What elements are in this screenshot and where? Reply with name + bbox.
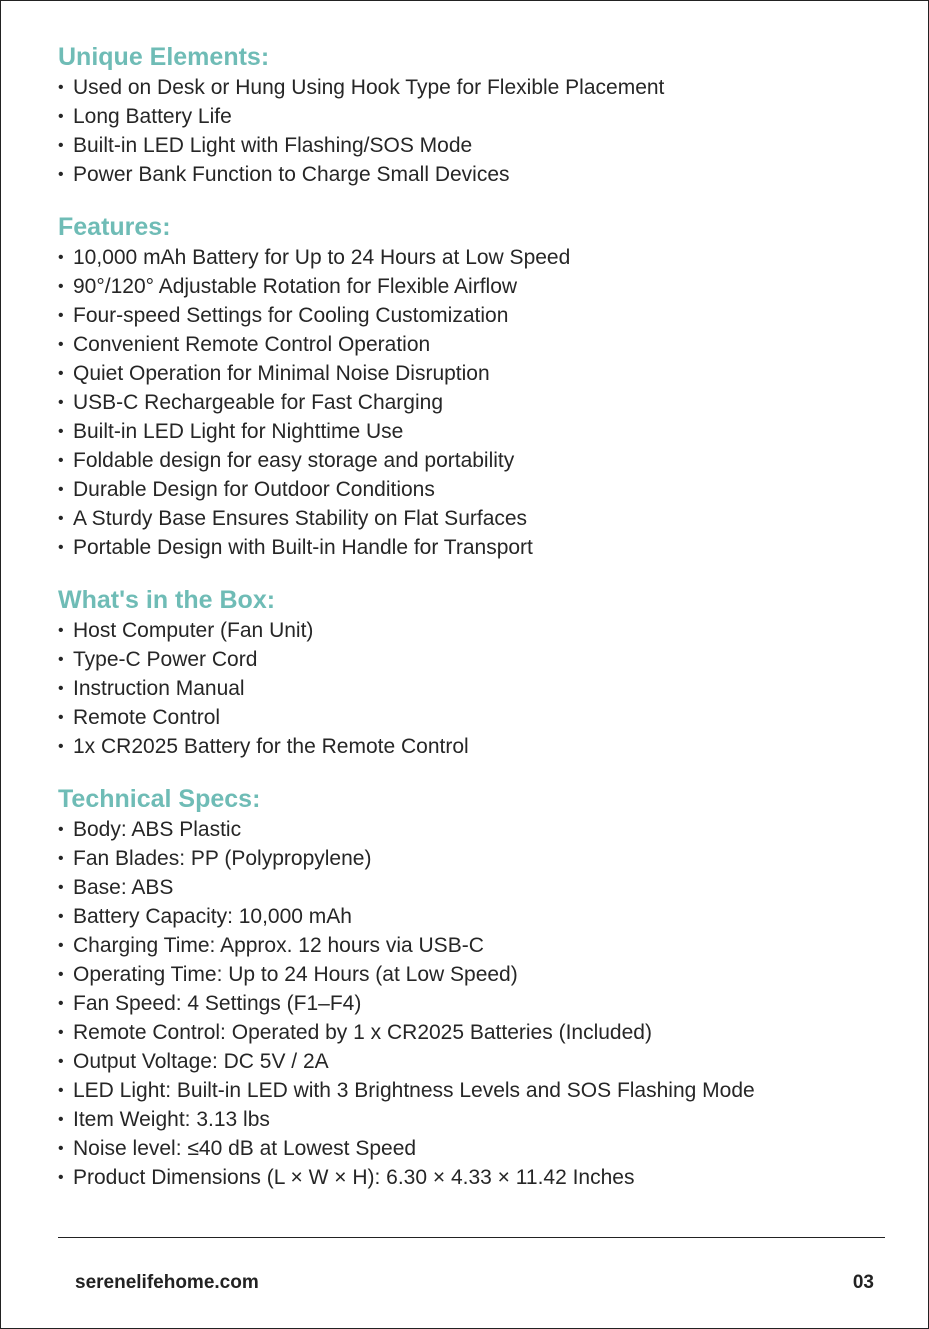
bullet-icon: • bbox=[58, 510, 64, 527]
section bbox=[58, 211, 898, 562]
section bbox=[58, 584, 898, 761]
list-item-text: Durable Design for Outdoor Conditions bbox=[73, 478, 435, 501]
list-item bbox=[58, 732, 898, 761]
page-content bbox=[58, 41, 898, 1214]
bullet-icon: • bbox=[58, 1140, 64, 1157]
list-item-text: Built-in LED Light for Nighttime Use bbox=[73, 420, 404, 443]
bullet-icon: • bbox=[58, 995, 64, 1012]
list-item bbox=[58, 1076, 898, 1105]
list-item-text: Item Weight: 3.13 lbs bbox=[73, 1108, 270, 1131]
list-item-text: Body: ABS Plastic bbox=[73, 818, 242, 841]
bullet-icon: • bbox=[58, 622, 64, 639]
section bbox=[58, 41, 898, 189]
list-item-text: Operating Time: Up to 24 Hours (at Low Speed) bbox=[73, 963, 518, 986]
list-item bbox=[58, 533, 898, 562]
list-item-text: USB-C Rechargeable for Fast Charging bbox=[73, 391, 444, 414]
list-item bbox=[58, 446, 898, 475]
list-item bbox=[58, 616, 898, 645]
section-heading: What's in the Box: bbox=[58, 586, 276, 614]
list-item-text: Fan Speed: 4 Settings (F1–F4) bbox=[73, 992, 362, 1015]
list-item-text: 1x CR2025 Battery for the Remote Control bbox=[73, 735, 469, 758]
bullet-icon: • bbox=[58, 249, 64, 266]
bullet-icon: • bbox=[58, 879, 64, 896]
list-item bbox=[58, 272, 898, 301]
list-item bbox=[58, 504, 898, 533]
section-heading: Unique Elements: bbox=[58, 43, 270, 71]
list-item bbox=[58, 873, 898, 902]
bullet-icon: • bbox=[58, 738, 64, 755]
list-item bbox=[58, 1105, 898, 1134]
list-item bbox=[58, 73, 898, 102]
bullet-icon: • bbox=[58, 966, 64, 983]
list-item-text: Four-speed Settings for Cooling Customization bbox=[73, 304, 509, 327]
list-item bbox=[58, 359, 898, 388]
section bbox=[58, 783, 898, 1192]
list-item-text: Output Voltage: DC 5V / 2A bbox=[73, 1050, 329, 1073]
bullet-icon: • bbox=[58, 1024, 64, 1041]
footer-divider bbox=[58, 1237, 885, 1238]
bullet-icon: • bbox=[58, 1053, 64, 1070]
list-item bbox=[58, 417, 898, 446]
bullet-icon: • bbox=[58, 539, 64, 556]
list-item bbox=[58, 131, 898, 160]
list-item bbox=[58, 674, 898, 703]
bullet-icon: • bbox=[58, 423, 64, 440]
list-item-text: Convenient Remote Control Operation bbox=[73, 333, 431, 356]
list-item-text: Noise level: ≤40 dB at Lowest Speed bbox=[73, 1137, 417, 1160]
list-item-text: Quiet Operation for Minimal Noise Disruption bbox=[73, 362, 490, 385]
section-heading: Technical Specs: bbox=[58, 785, 261, 813]
list-item bbox=[58, 102, 898, 131]
list-item-text: Built-in LED Light with Flashing/SOS Mode bbox=[73, 134, 473, 157]
list-item-text: Used on Desk or Hung Using Hook Type for Flexible Placement bbox=[73, 76, 665, 99]
bullet-icon: • bbox=[58, 336, 64, 353]
list-item bbox=[58, 475, 898, 504]
list-item-text: LED Light: Built-in LED with 3 Brightness Levels and SOS Flashing Mode bbox=[73, 1079, 755, 1102]
bullet-icon: • bbox=[58, 278, 64, 295]
bullet-icon: • bbox=[58, 452, 64, 469]
bullet-icon: • bbox=[58, 908, 64, 925]
list-item bbox=[58, 1018, 898, 1047]
list-item bbox=[58, 902, 898, 931]
list-item-text: Host Computer (Fan Unit) bbox=[73, 619, 314, 642]
list-item bbox=[58, 703, 898, 732]
bullet-icon: • bbox=[58, 365, 64, 382]
bullet-icon: • bbox=[58, 850, 64, 867]
list-item-text: Long Battery Life bbox=[73, 105, 232, 128]
bullet-icon: • bbox=[58, 394, 64, 411]
list-item-text: Product Dimensions (L × W × H): 6.30 × 4.33 × 11.42 Inches bbox=[73, 1166, 635, 1189]
list-item-text: Battery Capacity: 10,000 mAh bbox=[73, 905, 352, 928]
list-item bbox=[58, 1134, 898, 1163]
list-item-text: Instruction Manual bbox=[73, 677, 245, 700]
page-number: 03 bbox=[852, 1272, 874, 1293]
bullet-icon: • bbox=[58, 137, 64, 154]
list-item bbox=[58, 388, 898, 417]
bullet-icon: • bbox=[58, 1111, 64, 1128]
section-heading: Features: bbox=[58, 213, 171, 241]
bullet-icon: • bbox=[58, 651, 64, 668]
list-item-text: Remote Control: Operated by 1 x CR2025 Batteries (Included) bbox=[73, 1021, 652, 1044]
list-item-text: Base: ABS bbox=[73, 876, 174, 899]
list-item bbox=[58, 1163, 898, 1192]
list-item-text: Foldable design for easy storage and portability bbox=[73, 449, 515, 472]
list-item-text: A Sturdy Base Ensures Stability on Flat Surfaces bbox=[73, 507, 528, 530]
list-item bbox=[58, 301, 898, 330]
list-item bbox=[58, 989, 898, 1018]
list-item-text: Type-C Power Cord bbox=[73, 648, 258, 671]
list-item bbox=[58, 844, 898, 873]
list-item bbox=[58, 815, 898, 844]
bullet-icon: • bbox=[58, 937, 64, 954]
bullet-icon: • bbox=[58, 166, 64, 183]
list-item bbox=[58, 1047, 898, 1076]
bullet-icon: • bbox=[58, 680, 64, 697]
list-item bbox=[58, 960, 898, 989]
list-item-text: 10,000 mAh Battery for Up to 24 Hours at Low Speed bbox=[73, 246, 571, 269]
list-item bbox=[58, 645, 898, 674]
list-item bbox=[58, 160, 898, 189]
list-item bbox=[58, 243, 898, 272]
list-item-text: 90°/120° Adjustable Rotation for Flexible Airflow bbox=[73, 275, 518, 298]
bullet-icon: • bbox=[58, 79, 64, 96]
list-item bbox=[58, 931, 898, 960]
list-item-text: Power Bank Function to Charge Small Devices bbox=[73, 163, 510, 186]
list-item-text: Portable Design with Built-in Handle for Transport bbox=[73, 536, 533, 559]
list-item-text: Charging Time: Approx. 12 hours via USB-C bbox=[73, 934, 484, 957]
footer-website: serenelifehome.com bbox=[75, 1272, 259, 1293]
bullet-icon: • bbox=[58, 709, 64, 726]
bullet-icon: • bbox=[58, 1082, 64, 1099]
list-item-text: Fan Blades: PP (Polypropylene) bbox=[73, 847, 372, 870]
bullet-icon: • bbox=[58, 108, 64, 125]
bullet-icon: • bbox=[58, 307, 64, 324]
bullet-icon: • bbox=[58, 1169, 64, 1186]
bullet-icon: • bbox=[58, 821, 64, 838]
list-item bbox=[58, 330, 898, 359]
bullet-icon: • bbox=[58, 481, 64, 498]
list-item-text: Remote Control bbox=[73, 706, 221, 729]
